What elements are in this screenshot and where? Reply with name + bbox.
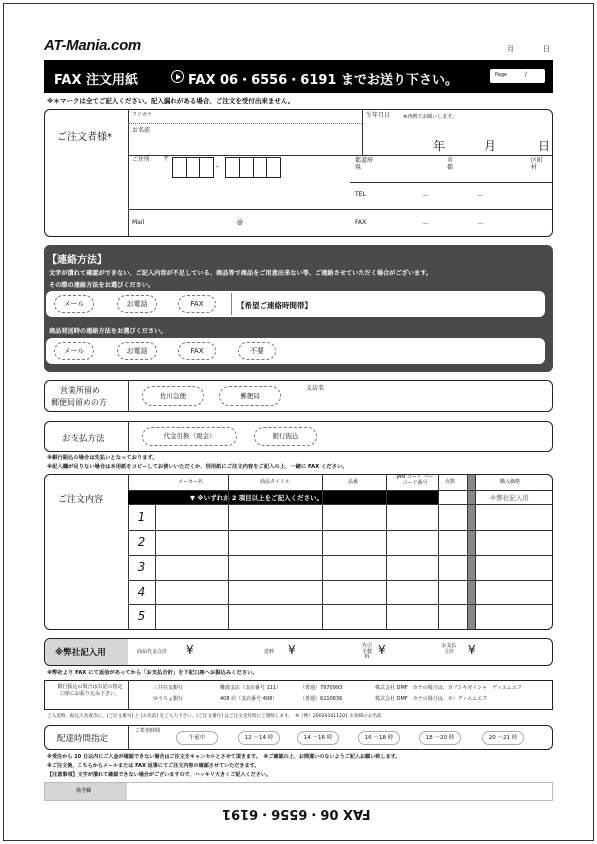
required-notice: ※＊マークは全てご記入ください。記入漏れがある場合、ご注文を受付出来ません。 [47, 97, 295, 105]
order-banner-text: ▼ ※いずれか 2 項目以上をご記入ください。 [190, 494, 324, 502]
branch-label: 支店名 [306, 385, 325, 392]
delivery-label: 配達時間指定 [57, 734, 109, 744]
birth-day-label: 日 [538, 139, 551, 153]
bank-account: （普通）6210636 [300, 696, 343, 702]
order-row-number: 5 [137, 609, 146, 623]
bank-holder: 株式会社 DMF カナの場合は、カ）ディエムエフ [375, 696, 488, 702]
contact-desc-1: 文字が潰れて確認ができない、ご記入内容が不足している、商品等で商品をご用意出来ない等、ご連絡させていただく場合がございます。 [49, 270, 433, 277]
payment-option-bank[interactable]: 銀行振込 [254, 427, 317, 446]
delivery-option[interactable]: 12 ～14 時 [238, 731, 280, 745]
order-label: ご注文内容 [58, 495, 104, 505]
cod-fee-label: 代引手数料 [361, 643, 372, 660]
furigana-label: フリガナ [132, 112, 152, 118]
banner-title: FAX 注文用紙 [54, 73, 138, 88]
address-field[interactable] [130, 178, 350, 208]
prefecture-label: 都道府県 [355, 157, 374, 171]
footer-note-3: 【注意事項】文字が潰れて確認できない場合がございますので、ハッキリ大きくご記入ください。 [47, 772, 272, 778]
fax-label: FAX [355, 219, 367, 226]
play-icon [171, 70, 184, 83]
header-qty: 点数 [445, 479, 456, 485]
postal-dash: - [216, 162, 219, 171]
total-transfer-notice: ※弊社より FAX にて返信があってから「お支払合計」を下記口座へお振込みください。 [47, 670, 258, 676]
birthdate-label: 生年月日 [366, 112, 391, 119]
header-title: 商品タイトル [260, 479, 290, 485]
header-part-no: 品番 [348, 479, 359, 485]
fax-dash-2: － [477, 220, 484, 228]
bank-branch: 難波支店（支店番号 111） [220, 685, 282, 691]
bank-prepay-note: ※銀行振込の場合は先払いとなっております。 [47, 455, 158, 461]
footer-note-2: ※ご注文後、こちらからメールまたは FAX 返事にてご注文内容の確認させていただきます。 [47, 763, 260, 769]
order-row[interactable] [155, 604, 552, 629]
bank-bank: ゆうちょ銀行 [153, 696, 184, 702]
postal-code-first[interactable] [172, 157, 214, 178]
delivery-option[interactable]: 午前中 [176, 731, 218, 745]
header-day-label: 日 [543, 45, 550, 53]
order-row-number: 4 [137, 585, 146, 599]
preferred-time-field[interactable] [335, 294, 540, 314]
page-slash: / [525, 71, 528, 78]
birth-year-label: 年 [433, 139, 446, 153]
tel-dash-1: － [422, 192, 429, 200]
bank-holder: 株式会社 DMF カナの場合は、カブシキガイシャ ディエムエフ [375, 685, 522, 691]
ship-option-mail[interactable]: メール [54, 342, 94, 360]
city-label: 市郡 [447, 157, 454, 171]
copy-sheet-note: ※記入欄が足りない場合は本用紙をコピーしてお使いいただくか、別用紙にご注文内容をご記入の上、一緒に FAX ください。 [47, 464, 348, 470]
orderer-label: ご注文者様* [57, 132, 112, 143]
preferred-time-label: 【希望ご連絡時間帯】 [237, 301, 312, 310]
bank-branch: 408 店（支店番号 408） [220, 696, 278, 702]
name-field[interactable] [160, 126, 358, 152]
order-row[interactable] [155, 530, 552, 555]
header-month-label: 月 [507, 45, 514, 53]
name-label: お名前 [132, 127, 151, 134]
at-mark: @ [237, 219, 243, 226]
order-row[interactable] [155, 555, 552, 580]
payment-label: お支払方法 [62, 434, 105, 444]
order-row-number: 2 [137, 535, 146, 549]
order-row-number: 1 [137, 510, 146, 524]
ship-option-fax[interactable]: FAX [178, 342, 216, 360]
bank-account: （普通）7970993 [300, 685, 343, 691]
birth-month-label: 月 [484, 139, 497, 153]
logo: AT-Mania.com [44, 37, 141, 54]
contact-option-mail[interactable]: メール [54, 295, 94, 313]
ship-option-none[interactable]: 不要 [238, 342, 276, 360]
postal-mark: 〒 [163, 156, 170, 163]
pickup-option-sagawa[interactable]: 佐川急便 [142, 386, 204, 406]
staff-box-label: ※弊社記入用 [55, 648, 106, 658]
pickup-label-2: 郵便局留めの方 [51, 398, 107, 407]
remarks-label: 備考欄 [76, 788, 92, 794]
order-row[interactable] [155, 504, 552, 530]
subtotal-label: 商品代金合計 [137, 649, 168, 655]
total-label: お支払合計 [441, 643, 457, 655]
cod-fee-yen: ¥ [378, 643, 386, 657]
header-price: 購入価格 [500, 479, 521, 485]
footer-fax-mirrored: FAX 06・6556・6191 [222, 806, 371, 821]
address-label: ご住所 [132, 156, 151, 163]
footer-note-1: ※受注から 10 日以内にご入金が確認できない場合はご注文をキャンセルとさせて頂きます。 ※ご確認の上、お間違いのないようご記入お願い致します。 [47, 754, 401, 760]
ward-label: 区町村 [531, 157, 544, 171]
contact-desc-2: その際の連絡方法をお選びください。 [49, 282, 155, 289]
bank-label: 銀行振込の場合は右記の指定口座にお振り込み下さい。 [57, 684, 123, 697]
delivery-option[interactable]: 20 ～21 時 [482, 731, 524, 745]
delivery-option[interactable]: 14 ～16 時 [297, 731, 339, 745]
subtotal-yen: ¥ [186, 643, 194, 657]
delivery-option[interactable]: 18 ～20 時 [419, 731, 461, 745]
contact-option-phone[interactable]: お電話 [117, 295, 157, 313]
header-jan: JAN コード バーコード番号 [396, 474, 434, 486]
order-row-number: 3 [137, 560, 146, 574]
total-yen: ¥ [468, 643, 476, 657]
contact-title: 【連絡方法】 [47, 255, 107, 266]
branch-field[interactable] [335, 384, 545, 408]
mail-label: Mail [132, 219, 145, 226]
pickup-label-1: 営業所留め [60, 386, 100, 395]
shipping-yen: ¥ [288, 643, 296, 657]
banner-fax: FAX 06・6556・6191 までお送り下さい。 [188, 73, 458, 88]
header-maker: メーカー名 [178, 479, 203, 485]
delivery-sub-label: ご希望時間 [135, 728, 161, 734]
delivery-option[interactable]: 16 ～18 時 [358, 731, 400, 745]
contact-option-fax[interactable]: FAX [178, 295, 216, 313]
postal-code-second[interactable] [225, 157, 281, 178]
bank-bank: 三井住友銀行 [153, 685, 184, 691]
page-number-box[interactable] [490, 69, 545, 83]
tel-label: TEL [355, 191, 366, 198]
payment-option-cod[interactable]: 代金引換（現金） [142, 427, 237, 446]
tel-dash-2: － [477, 192, 484, 200]
shipping-label: 送料 [264, 649, 275, 655]
page-label: Page [495, 72, 508, 78]
birthdate-note: ※西暦でお願いします。 [403, 114, 457, 120]
order-row[interactable] [155, 580, 552, 604]
fax-dash-1: － [422, 220, 429, 228]
order-staff-only: ※弊社記入用 [490, 494, 529, 502]
bank-transfer-note: ご入金時、振込人名義等に、[ご注文番号] と [お名前] をご入力下さい。[ご注文番号] はご注文受付時にご連絡します。 ※（例）200201011201 お客様のお名前 [47, 714, 382, 719]
title-banner [44, 60, 553, 93]
shipping-contact-desc: 商品発送時の連絡方法をお選びください。 [49, 328, 167, 335]
ship-option-phone[interactable]: お電話 [117, 342, 157, 360]
pickup-option-post[interactable]: 郵便局 [219, 386, 281, 406]
grid-header-line [128, 490, 552, 491]
